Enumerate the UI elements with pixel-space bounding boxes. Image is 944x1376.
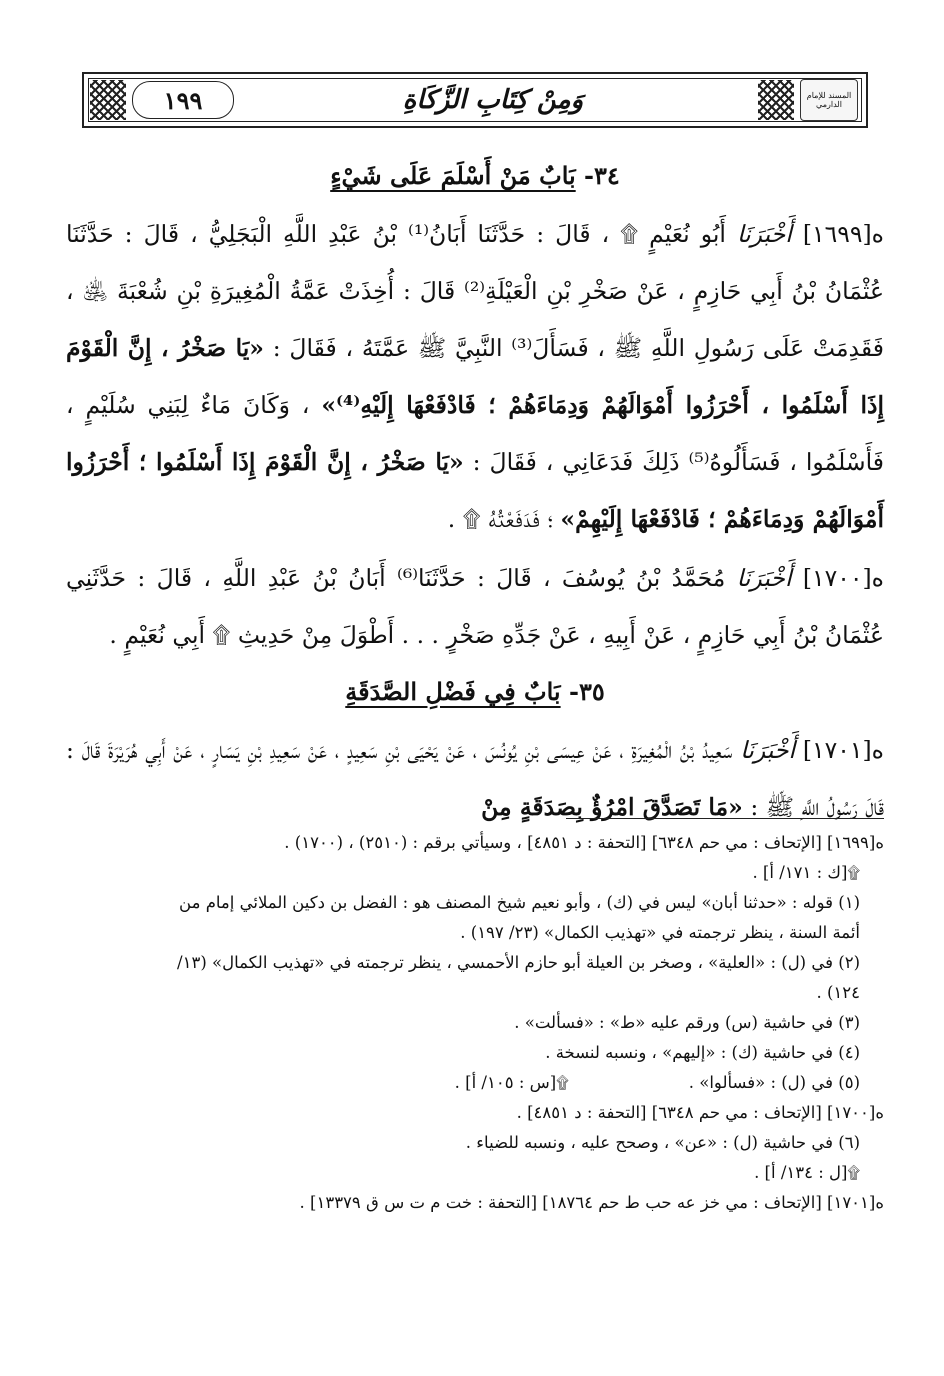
footnote-5-loc: ۩[س : ١٠٥/ أ] . (454, 1073, 569, 1092)
ornament-right (758, 80, 794, 120)
chapter-number: ٣٥- (568, 677, 605, 706)
chapter-title: بَابٌ مَنْ أَسْلَمَ عَلَى شَيْءٍ (330, 161, 576, 190)
note-1699-ithaf: ه[١٦٩٩] [الإتحاف : مي حم ٦٣٤٨] [التحفة : د ٤٨٥١] ، وسيأتي برقم : (٢٥١٠) ، (١٧٠٠) . (284, 833, 884, 852)
footnote-5: (٥) في (ل) : «فسألوا» . (688, 1073, 860, 1092)
hadith-ref: ه[١٧٠٠] (802, 564, 884, 592)
footnote-4: (٤) في حاشية (ك) : «إليهم» ، ونسبه لنسخة . (545, 1043, 860, 1062)
hadith-quote: «مَا تَصَدَّقَ امْرُؤٌ بِصَدَقَةٍ مِنْ (481, 793, 743, 821)
publisher-seal: المسند للإمام الدارمي (800, 79, 858, 121)
akhbarana: أَخْبَرَنَا (736, 564, 792, 592)
hadith-text: ؛ فَدَفَعْتُهُ ۩ . (447, 505, 553, 533)
hadith-1700 (66, 550, 884, 664)
hadith-quote: «يَا صَخْرُ ، إِنَّ الْقَوْمَ إِذَا أَسْلَمُوا ، أَحْرَزُوا أَمْوَالَهُمْ وَدِمَاءَهُمْ ؛ فَادْفَعْهَا إِلَيْهِ⁽⁴⁾» (66, 334, 884, 419)
hadith-text: سَعِيدُ بْنُ الْمُغِيرَةِ ، عَنْ عِيسَى بْنِ يُونُسَ ، عَنْ يَحْيَى بْنِ سَعِيدٍ ، عَنْ سَعِيدِ بْنِ يَسَارٍ ، عَنْ أَبِي هُرَيْرَةَ قَالَ : قَالَ رَسُولُ اللَّهِ ﷺ : (66, 736, 884, 821)
footnote-1a: (١) قوله : «حدثنا أبان» ليس في (ك) ، وأبو نعيم شيخ المصنف هو : الفضل بن دكين الملائي إمام من (179, 893, 860, 912)
hadith-text: أَبُو نُعَيْمٍ ۩ ، قَالَ : حَدَّثَنَا أَبَانُ⁽¹⁾ بْنُ عَبْدِ اللَّهِ الْبَجَلِيُّ ، قَالَ : حَدَّثَنَا عُثْمَانُ بْنُ أَبِي حَازِمٍ ، عَنْ صَخْرِ بْنِ الْعَيْلَةِ⁽²⁾ قَالَ : أُخِذَتْ عَمَّةُ الْمُغِيرَةِ بْنِ شُعْبَةَ ﵁ ، فَقَدِمَتْ عَلَى رَسُولِ اللَّهِ ﷺ ، فَسَأَلَ⁽³⁾ النَّبِيَّ ﷺ عَمَّتَهُ ، فَقَالَ : (66, 220, 884, 362)
chapter-number: ٣٤- (584, 161, 620, 190)
hadith-ref: ه[١٧٠١] (802, 736, 884, 764)
note-1699-loc: ۩[ك : ١٧١/ أ] . (752, 863, 860, 882)
footnote-2: (٢) في (ل) : «العلية» ، وصخر بن العيلة أبو حازم الأحمسي ، ينظر ترجمته في «تهذيب الكمال» (١٣/ ١٢٤) . (177, 953, 860, 1002)
hadith-text: مُحَمَّدُ بْنُ يُوسُفَ ، قَالَ : حَدَّثَنَا⁽⁶⁾ أَبَانُ بْنُ عَبْدِ اللَّهِ ، قَالَ : حَدَّثَنِي عُثْمَانُ بْنُ أَبِي حَازِمٍ ، عَنْ أَبِيهِ ، عَنْ جَدِّهِ صَخْرٍ . . . أَطْوَلَ مِنْ حَدِيثِ ۩ أَبِي نُعَيْمٍ . (66, 564, 884, 649)
hadith-text: ، وَكَانَ مَاءٌ لِبَنِي سُلَيْمٍ ، فَأَسْلَمُوا ، فَسَأَلُوهُ⁽⁵⁾ ذَلِكَ فَدَعَانِي ، فَقَالَ : (66, 391, 884, 476)
chapter-heading-34 (66, 156, 884, 196)
akhbarana: أَخْبَرَنَا (740, 736, 796, 764)
footnote-6: (٦) في حاشية (ل) : «عن» ، وصحح عليه ، ونسبه للضياء . (465, 1133, 860, 1152)
footnote-3: (٣) في حاشية (س) ورقم عليه «ط» : «فسألت» . (514, 1013, 860, 1032)
note-1700-loc: ۩[ل : ١٣٤/ أ] . (754, 1163, 860, 1182)
akhbarana: أَخْبَرَنَا (736, 220, 792, 248)
running-title: وَمِنْ كِتَابِ الزَّكَاةِ (402, 85, 584, 115)
page-header (82, 72, 868, 128)
note-1701-ithaf: ه[١٧٠١] [الإتحاف : مي خز عه حب ط حم ١٨٧٦٤] [التحفة : خت م ت س ق ١٣٣٧٩] . (299, 1193, 884, 1212)
ornament-left (90, 80, 126, 120)
header-right (752, 79, 866, 121)
header-left (84, 80, 234, 120)
chapter-heading-35 (66, 672, 884, 712)
footnote-5-row (140, 1068, 884, 1098)
footnote-1b: أئمة السنة ، ينظر ترجمته في «تهذيب الكمال» (٢٣/ ١٩٧) . (460, 923, 860, 942)
page-number: ١٩٩ (132, 81, 234, 119)
hadith-ref: ه[١٦٩٩] (802, 220, 884, 248)
main-text (66, 148, 884, 838)
note-1700-ithaf: ه[١٧٠٠] [الإتحاف : مي حم ٦٣٤٨] [التحفة : د ٤٨٥١] . (516, 1103, 884, 1122)
hadith-quote: «يَا صَخْرُ ، إِنَّ الْقَوْمَ إِذَا أَسْلَمُوا ؛ أَحْرَزُوا أَمْوَالَهُمْ وَدِمَاءَهُمْ ؛ فَادْفَعْهَا إِلَيْهِمْ» (66, 448, 884, 533)
footnote-divider (566, 818, 884, 819)
chapter-title: بَابٌ فِي فَضْلِ الصَّدَقَةِ (345, 677, 561, 706)
hadith-1699 (66, 206, 884, 548)
footnotes (140, 828, 884, 1218)
